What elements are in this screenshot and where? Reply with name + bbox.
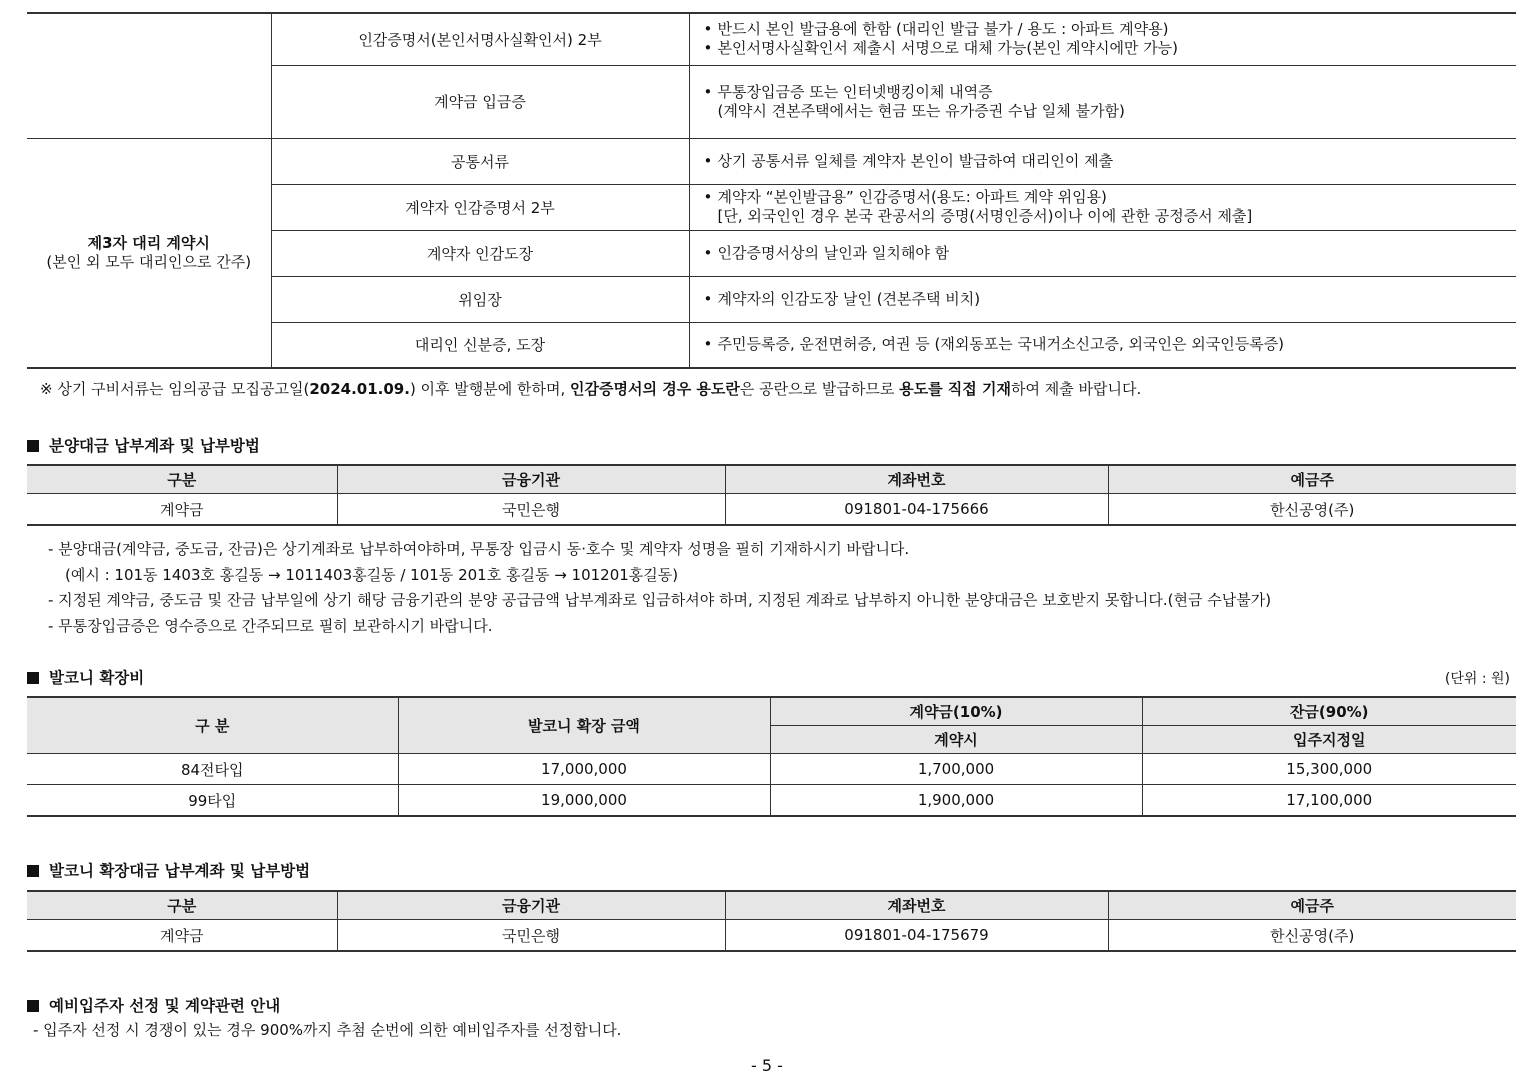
- square-bullet-icon: [27, 865, 39, 877]
- list-item: - 분양대금(계약금, 중도금, 잔금)은 상기계좌로 납부하여야하며, 무통장 입금시 동·호수 및 계약자 성명을 필히 기재하시기 바랍니다.: [48, 540, 910, 558]
- table-header-row: [27, 465, 1516, 494]
- col-header: 금융기관: [337, 891, 725, 920]
- group-subtitle: (본인 외 모두 대리인으로 간주): [46, 252, 252, 271]
- doc-name: 인감증명서(본인서명사실확인서) 2부: [271, 13, 689, 65]
- note-bold: 2024.01.09.: [309, 380, 410, 398]
- col-header: 예금주: [1108, 465, 1516, 494]
- reserve-note: - 입주자 선정 시 경쟁이 있는 경우 900%까지 추첨 순번에 의한 예비입주자를 선정합니다.: [33, 1021, 622, 1039]
- table-header-row: [27, 697, 1516, 726]
- note-bold: 용도를 직접 기재: [899, 380, 1011, 398]
- table-row: [27, 494, 1516, 526]
- desc-line: • 주민등록증, 운전면허증, 여권 등 (재외동포는 국내거소신고증, 외국인은 외국인등록증): [704, 335, 1517, 354]
- desc-line: • 인감증명서상의 날인과 일치해야 함: [704, 244, 1517, 263]
- table-cell: 1,900,000: [770, 785, 1142, 817]
- group-cell-empty: [27, 13, 271, 138]
- section-heading-payment: [27, 434, 260, 456]
- required-documents-table: [27, 12, 1516, 369]
- square-bullet-icon: [27, 1000, 39, 1012]
- desc-line: • 계약자의 인감도장 날인 (견본주택 비치): [704, 290, 1517, 309]
- proxy-group-cell: [27, 138, 271, 368]
- table-cell: 1,700,000: [770, 754, 1142, 785]
- doc-desc: [689, 322, 1516, 368]
- doc-desc: [689, 13, 1516, 65]
- col-header: 구분: [27, 891, 337, 920]
- desc-line: • 계약자 “본인발급용” 인감증명서(용도: 아파트 계약 위임용): [704, 188, 1517, 207]
- section-heading-text: 발코니 확장비: [49, 669, 145, 687]
- square-bullet-icon: [27, 440, 39, 452]
- list-item: (예시 : 101동 1403호 홍길동 → 1011403홍길동 / 101동 201호 홍길동 → 101201홍길동): [65, 565, 679, 584]
- table-header-row: [27, 891, 1516, 920]
- table-cell: 99타입: [27, 785, 398, 817]
- doc-name: 공통서류: [271, 138, 689, 184]
- desc-line: • 상기 공통서류 일체를 계약자 본인이 발급하여 대리인이 제출: [704, 152, 1517, 171]
- col-header: 금융기관: [337, 465, 725, 494]
- table-cell: 국민은행: [337, 920, 725, 952]
- table-row: [27, 13, 1516, 65]
- list-item: - 지정된 계약금, 중도금 및 잔금 납부일에 상기 해당 금융기관의 분양 공급금액 납부계좌로 입금하셔야 하며, 지정된 계좌로 납부하지 아니한 분양대금은 보호받지 못합니다.(현금 수납불가): [48, 591, 1272, 609]
- table-cell: 한신공영(주): [1108, 920, 1516, 952]
- table-cell: 한신공영(주): [1108, 494, 1516, 526]
- table-cell: 계약금: [27, 494, 337, 526]
- doc-name: 계약자 인감도장: [271, 230, 689, 276]
- section-heading-text: 분양대금 납부계좌 및 납부방법: [49, 437, 260, 455]
- table-cell: 19,000,000: [398, 785, 770, 817]
- doc-desc: [689, 276, 1516, 322]
- col-header: 구 분: [27, 697, 398, 754]
- col-header: 계약시: [770, 726, 1142, 754]
- account-number: 091801-04-175666: [725, 494, 1108, 526]
- payment-account-table: [27, 464, 1516, 526]
- table-row: [27, 754, 1516, 785]
- col-header: 발코니 확장 금액: [398, 697, 770, 754]
- col-header: 입주지정일: [1142, 726, 1516, 754]
- table-cell: 17,100,000: [1142, 785, 1516, 817]
- desc-line: (계약시 견본주택에서는 현금 또는 유가증권 수납 일체 불가함): [717, 101, 1125, 120]
- section-heading-text: 발코니 확장대금 납부계좌 및 납부방법: [49, 862, 311, 880]
- section-heading-balcony: [27, 666, 144, 688]
- unit-label: (단위 : 원): [1444, 671, 1510, 687]
- section-heading-balcony-payment: [27, 859, 310, 881]
- doc-desc: [689, 230, 1516, 276]
- desc-line: • 본인서명사실확인서 제출시 서명으로 대체 가능(본인 계약시에만 가능): [704, 39, 1517, 58]
- list-item: - 무통장입금증은 영수증으로 간주되므로 필히 보관하시기 바랍니다.: [48, 616, 493, 635]
- col-header: 계좌번호: [725, 465, 1108, 494]
- square-bullet-icon: [27, 672, 39, 684]
- note-bold: 인감증명서의 경우 용도란: [570, 380, 740, 398]
- page-number: - 5 -: [751, 1056, 783, 1075]
- group-title: 제3자 대리 계약시: [87, 233, 210, 252]
- note-text: ※ 상기 구비서류는 임의공급 모집공고일(: [40, 380, 310, 398]
- balcony-account-table: [27, 890, 1516, 952]
- doc-name: 계약금 입금증: [271, 65, 689, 138]
- col-header: 구분: [27, 465, 337, 494]
- desc-line: • 무통장입금증 또는 인터넷뱅킹이체 내역증: [704, 83, 1517, 102]
- table-cell: 84전타입: [27, 754, 398, 785]
- col-header: 계약금(10%): [770, 697, 1142, 726]
- col-header: 계좌번호: [725, 891, 1108, 920]
- col-header: 예금주: [1108, 891, 1516, 920]
- doc-desc: [689, 184, 1516, 230]
- doc-name: 대리인 신분증, 도장: [271, 322, 689, 368]
- table-cell: 15,300,000: [1142, 754, 1516, 785]
- section-heading-reserve: [27, 994, 280, 1016]
- col-header: 잔금(90%): [1142, 697, 1516, 726]
- section-heading-text: 예비입주자 선정 및 계약관련 안내: [49, 997, 281, 1015]
- payment-notes: [48, 537, 1271, 639]
- account-number: 091801-04-175679: [725, 920, 1108, 952]
- table-row: [27, 785, 1516, 817]
- note-text: ) 이후 발행분에 한하며,: [409, 380, 571, 398]
- table-row: [27, 920, 1516, 952]
- balcony-cost-table: [27, 696, 1516, 817]
- note-text: 하여 제출 바랍니다.: [1011, 380, 1142, 398]
- note-text: 은 공란으로 발급하므로: [739, 380, 900, 398]
- doc-desc: [689, 138, 1516, 184]
- desc-line: [단, 외국인인 경우 본국 관공서의 증명(서명인증서)이나 이에 관한 공정증서 제출]: [717, 207, 1253, 225]
- documents-note: [40, 378, 1141, 399]
- doc-name: 위임장: [271, 276, 689, 322]
- doc-desc: [689, 65, 1516, 138]
- desc-line: • 반드시 본인 발급용에 한함 (대리인 발급 불가 / 용도 : 아파트 계약용): [704, 20, 1517, 39]
- table-cell: 국민은행: [337, 494, 725, 526]
- table-cell: 17,000,000: [398, 754, 770, 785]
- table-row: [27, 138, 1516, 184]
- table-cell: 계약금: [27, 920, 337, 952]
- doc-name: 계약자 인감증명서 2부: [271, 184, 689, 230]
